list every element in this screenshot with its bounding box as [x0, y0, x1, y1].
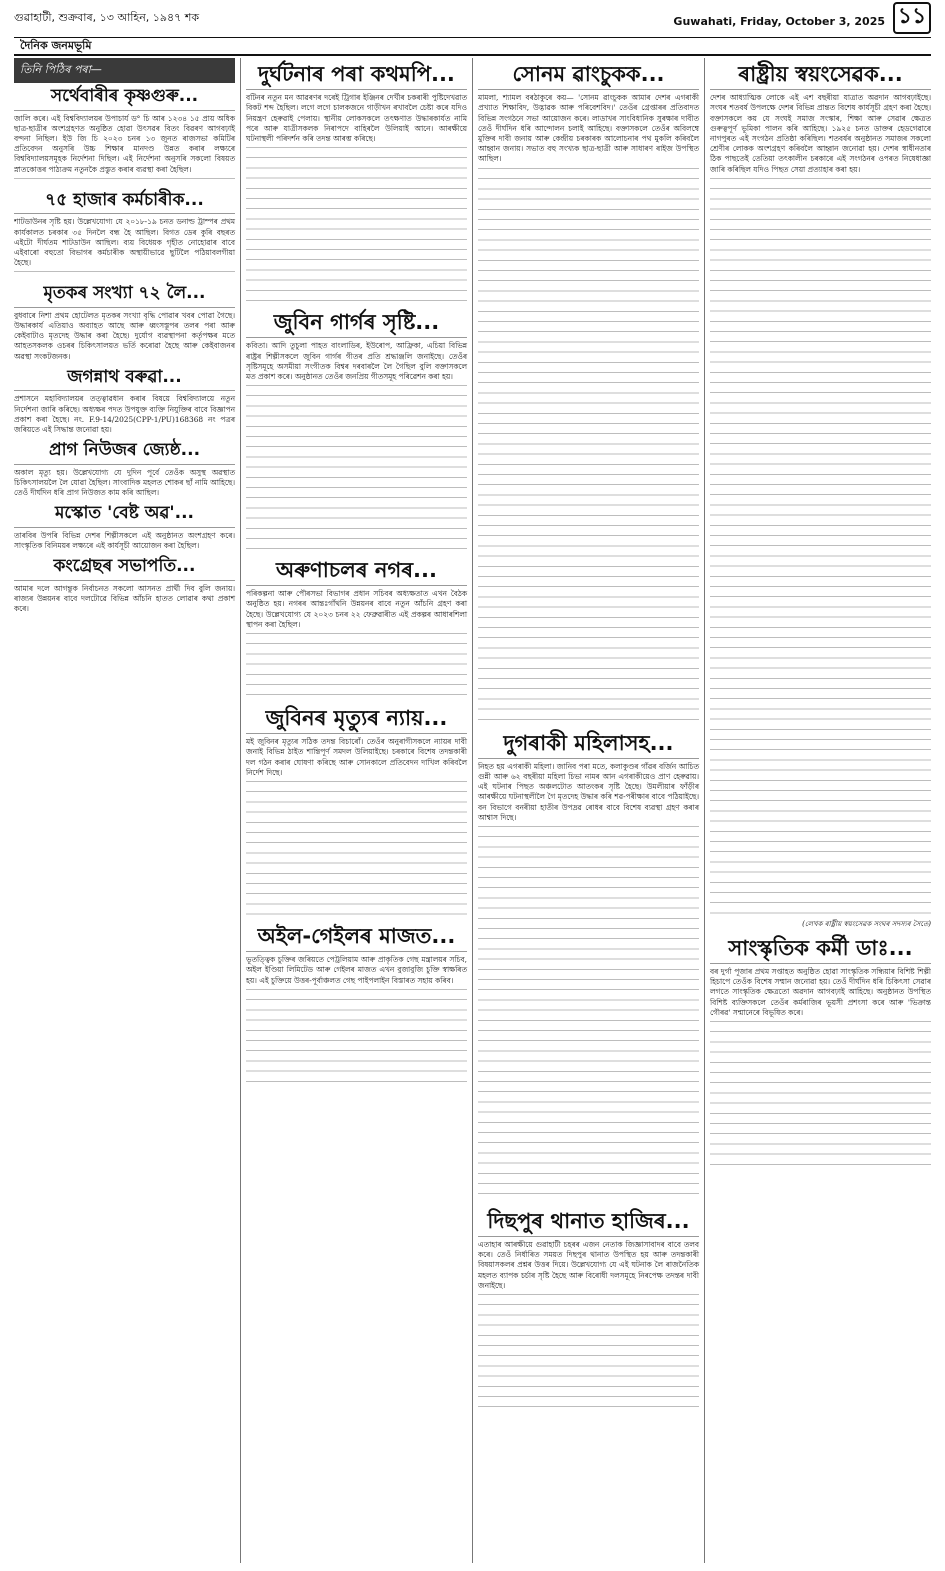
article [710, 936, 931, 1168]
article-body: আমাৰ দলে আগন্তুক নিৰ্বাচনত সকলো আসনত প্ৰাৰ্থী দিব বুলি জনায়। ৰাজ্যৰ উন্নয়নৰ বাবে দলটোৱে বিভিন্ন আঁচনি হাতত লোৱাৰ কথা প্ৰকাশ কৰে। [14, 583, 235, 614]
headline: অৰুণাচলৰ নগৰ... [246, 558, 467, 586]
article [478, 731, 699, 1203]
article [14, 191, 235, 279]
page-number: ১১ [893, 2, 931, 34]
article-body: অকাল মৃত্যু হয়। উল্লেখযোগ্য যে দুদিন পূৰ্বে তেওঁক অসুস্থ অৱস্থাত চিকিৎসালয়লৈ লৈ যোৱা হৈছিল। সাংবাদিক মহলত শোকৰ ছাঁ নামি আহিছে। তেওঁ দীৰ্ঘদিন ধৰি প্ৰাগ নিউজত কাম কৰি আছিল। [14, 467, 235, 498]
article-body: ভূতত্ত্বিক চুক্তিৰ জৰিয়তে পেট্ৰলিয়াম আৰু প্ৰাকৃতিক গেছ মন্ত্ৰালয়ৰ সচিব, অইল ইণ্ডিয়া লিমিটেড আৰু গেইলৰ মাজত এখন বুজাবুজি চুক্তি স্বাক্ষৰিত হয়। এই চুক্তিয়ে উত্তৰ-পূৰ্বাঞ্চলত গেছ পাইপলাইন বিস্তাৰত সহায় কৰিব। [246, 955, 467, 985]
article [14, 504, 235, 551]
article-body: তাৰবিৰ উপৰি বিভিন্ন দেশৰ শিল্পীসকলে এই অনুষ্ঠানত অংশগ্ৰহণ কৰে। সাংস্কৃতিক বিনিময়ৰ লক্ষ্যৰে এই কাৰ্যসূচী আয়োজন কৰা হৈছিল। [14, 530, 235, 551]
headline: সৰ্থেবাৰীৰ কৃষ্ণগুৰু... [14, 87, 235, 111]
article [246, 924, 467, 1086]
article [246, 706, 467, 918]
article [14, 87, 235, 185]
article-body: দেশৰ আধ্যাত্মিক লোকে এই এশ বছৰীয়া যাত্ৰাত অৱদান আগবঢ়াইছে। সংঘৰ শতবৰ্ষ উপলক্ষে দেশৰ বিভিন্ন প্ৰান্তত বিশেষ কাৰ্যসূচী গ্ৰহণ কৰা হৈছে। বক্তাসকলে কয় যে সংঘই সমাজ সংস্কাৰ, শিক্ষা আৰু সেৱাৰ ক্ষেত্ৰত গুৰুত্বপূৰ্ণ ভূমিকা পালন কৰি আহিছে। ১৯২৫ চনত ডাক্তৰ হেডগেৱাৰে নাগপুৰত এই সংগঠন প্ৰতিষ্ঠা কৰিছিল। শতবৰ্ষৰ অনুষ্ঠানত সমাজৰ সকলো শ্ৰেণীৰ লোকক অংশগ্ৰহণ কৰিবলৈ আহ্বান জনোৱা হয়। দেশৰ স্বাধীনতাৰ ঠিক পাছতেই তেতিয়া তৎকালীন চৰকাৰে এই সংগঠনৰ ওপৰত নিষেধাজ্ঞা জাৰি কৰিছিল যদিও পিছত সেয়া প্ৰত্যাহাৰ কৰা হয়। [710, 93, 931, 174]
article [14, 284, 235, 362]
headline: দিছপুৰ থানাত হাজিৰ... [478, 1209, 699, 1237]
column-1 [14, 58, 240, 1563]
byline: (লেখক ৰাষ্ট্ৰীয় স্বয়ংসেৱক সংঘৰ সদস্যৰ সৈতে) [802, 919, 931, 928]
headline: ৰাষ্ট্ৰীয় স্বয়ংসেৱক... [710, 62, 931, 90]
article-body: জালি কৰে। এই বিশ্ববিদ্যালয়ৰ উপাচাৰ্য ড° চি আৰ ১২৩৪ ১৫ প্ৰায় অধিক ছাত্ৰ-ছাত্ৰীৰ অংশগ্ৰহণত অনুষ্ঠিত হোৱা উৎসৱৰ বিতং বিৱৰণ আগবঢ়াই বন্দনা নিছিল। ইউ জি চি ২০২৩ চনৰ ১৩ জুনত ৰাজসভা কমিটিৰ প্ৰতিবেদন অনুসৰি উচ্চ শিক্ষাৰ মানদণ্ড উন্নত কৰাৰ লক্ষ্যৰে বিশ্ববিদ্যালয়সমূহক নিৰ্দেশনা দিছিল। এই নিৰ্দেশনা অনুসৰি সকলো বিষয়ত স্নাতকোত্তৰ পাঠ্যক্ৰম নতুনকৈ প্ৰস্তুত কৰাৰ ব্যৱস্থা কৰা হৈছিল। [14, 113, 235, 174]
columns [14, 58, 931, 1563]
article [478, 62, 699, 725]
article-body: এতাহাৰ আৰক্ষীয়ে গুৱাহাটী চহৰৰ এজন নেতাক জিজ্ঞাসাবাদৰ বাবে তলব কৰে। তেওঁ নিৰ্ধাৰিত সময়ত দিছপুৰ থানাত উপস্থিত হয় আৰু তদন্তকাৰী বিষয়াসকলৰ প্ৰশ্নৰ উত্তৰ দিয়ে। উল্লেখযোগ্য যে এই ঘটনাক লৈ ৰাজনৈতিক মহলত ব্যাপক চৰ্চাৰ সৃষ্টি হৈছে আৰু বিৰোধী দলসমূহে নিৰপেক্ষ তদন্তৰ দাবী জনাইছে। [478, 1240, 699, 1290]
headline: জুবিন গাৰ্গৰ সৃষ্টি... [246, 310, 467, 338]
article-body: পৰিকল্পনা আৰু পৌৰসভা বিভাগৰ প্ৰধান সচিবৰ অধ্যক্ষতাত এখন বৈঠক অনুষ্ঠিত হয়। নগৰৰ আন্তঃগাঁথনি উন্নয়নৰ বাবে নতুন আঁচনি গ্ৰহণ কৰা হৈছে। উল্লেখযোগ্য যে ২০২৩ চনৰ ২২ ফেব্ৰুৱাৰীত এই প্ৰকল্পৰ আধাৰশিলা স্থাপন কৰা হৈছিল। [246, 589, 467, 629]
article [246, 310, 467, 552]
article [478, 1209, 699, 1411]
headline: মৃতকৰ সংখ্যা ৭২ লৈ... [14, 284, 235, 308]
column-4 [704, 58, 931, 1563]
article-body: মই জুবিনৰ মৃত্যুৰ সঠিক তদন্ত বিচাৰোঁ। তেওঁৰ অনুৰাগীসকলে ন্যায়ৰ দাবী জনাই বিভিন্ন ঠাইত শান্তিপূৰ্ণ সমদল উলিয়াইছে। চৰকাৰে বিশেষ তদন্তকাৰী দল গঠন কৰাৰ ঘোষণা কৰিছে আৰু সোনকালে প্ৰতিবেদন দাখিল কৰিবলৈ নিৰ্দেশ দিছে। [246, 737, 467, 777]
article-body: বুধবাৰে নিশা প্ৰথম হোটেলত মৃতকৰ সংখ্যা বৃদ্ধি পোৱাৰ খবৰ পোৱা গৈছে। উদ্ধাৰকাৰ্য এতিয়াও অব্যাহত আছে আৰু ধ্বংসস্তূপৰ তলৰ পৰা আৰু কেইবাটাও মৃতদেহ উদ্ধাৰ কৰা হৈছে। দুৰ্যোগ ব্যৱস্থাপনা কৰ্তৃপক্ষৰ মতে আহতসকলক ওচৰৰ চিকিৎসালয়ত ভৰ্তি কৰোৱা হৈছে আৰু কেইবাজনৰ অৱস্থা সংকটজনক। [14, 310, 235, 361]
article-body: শাটডাউনৰ সৃষ্টি হয়। উল্লেখযোগ্য যে ২০১৮-১৯ চনত ডনাল্ড ট্ৰাম্পৰ প্ৰথম কাৰ্যকালত চৰকাৰ ৩৫ দিনলৈ বন্ধ হৈ আছিল। বিগত ডেৰ কুৰি বছৰত এইটো দীৰ্ঘতম শাটডাউন আছিল। ব্যয় বিধেয়ক গৃহীত নোহোৱাৰ বাবে এইবাৰো বহুতো বিভাগৰ কৰ্মচাৰীক অস্থায়ীভাৱে ছুটিলৈ পঠিয়াবলগীয়া হৈছে। [14, 217, 235, 268]
column-2 [240, 58, 472, 1563]
section-tag: তিনি পিঠিৰ পৰা— [14, 58, 235, 83]
headline: ৭৫ হাজাৰ কৰ্মচাৰীক... [14, 191, 235, 215]
headline: সোনম ৱাংচুকক... [478, 62, 699, 90]
article [246, 558, 467, 700]
headline: সাংস্কৃতিক কৰ্মী ডাঃ... [710, 936, 931, 964]
headline: প্ৰাগ নিউজৰ জ্যেষ্ঠ... [14, 441, 235, 465]
english-dateline: Guwahati, Friday, October 3, 2025 [673, 15, 885, 28]
page-header [14, 0, 931, 34]
article [14, 557, 235, 614]
article [710, 62, 931, 930]
headline: জুবিনৰ মৃত্যুৰ ন্যায়... [246, 706, 467, 734]
article-body: প্ৰশাসনে মহাবিদ্যালয়ৰ তত্ত্বাৱধান কৰাৰ বিষয়ে বিশ্ববিদ্যালয়ে নতুন নিৰ্দেশনা জাৰি কৰিছে। অধ্যক্ষৰ পদত উপযুক্ত ব্যক্তি নিযুক্তিৰ বাবে বিজ্ঞাপন প্ৰকাশ কৰা হৈছে। নং. F.9-14/2025(CPP-1/PU)168368 নং পত্ৰৰ জৰিয়তে এই সিদ্ধান্ত জনোৱা হয়। [14, 394, 235, 435]
headline: জগন্নাথ বৰুৱা... [14, 368, 235, 392]
column-3 [472, 58, 704, 1563]
headline: দুৰ্ঘটনাৰ পৰা কথমপি... [246, 62, 467, 90]
article [14, 368, 235, 435]
assamese-dateline: গুৱাহাটী, শুক্ৰবাৰ, ১৩ আহিন, ১৯৪৭ শক [14, 11, 200, 24]
article-body: নিহত হয় এগৰাকী মহিলা। জানিব পৰা মতে, কলাকুণ্ডৰ গাঁৱৰ বৰ্জিন আচিত গুন্নী আৰু ৬২ বছৰীয়া মহিলা চিভা নামৰ আন এগৰাকীয়েও প্ৰাণ হেৰুৱায়। এই ঘটনাৰ পিছত অঞ্চলটোত আতংকৰ সৃষ্টি হৈছে। উমলীয়াৰ ফাঁড়ীৰ আৰক্ষীয়ে ঘটনাস্থলীলৈ গৈ মৃতদেহ উদ্ধাৰ কৰি শৱ-পৰীক্ষাৰ বাবে পঠিয়াইছে। বন বিভাগে বনৰীয়া হাতীৰ উপদ্ৰৱ ৰোধৰ বাবে বিশেষ ব্যৱস্থা গ্ৰহণ কৰাৰ আশ্বাস দিছে। [478, 761, 699, 822]
article [246, 62, 467, 304]
paper-name: দৈনিক জনমভূমি [14, 37, 931, 56]
article-body: মামলা, শ্যামল বৰঠাকুৰে কয়— 'সোনম ৱাংচুকক আমাৰ দেশৰ এগৰাকী প্ৰখ্যাত শিক্ষাবিদ, উদ্ভাৱক আৰু পৰিবেশবিদ।' তেওঁৰ গ্ৰেপ্তাৰৰ প্ৰতিবাদত বিভিন্ন সংগঠনে সভা আয়োজন কৰে। লাডাখৰ সাংবিধানিক সুৰক্ষাৰ দাবীত তেওঁ দীৰ্ঘদিন ধৰি আন্দোলন চলাই আহিছে। বক্তাসকলে তেওঁৰ অবিলম্বে মুক্তিৰ দাবী জনায় আৰু কেন্দ্ৰীয় চৰকাৰক আলোচনাৰ পথ মুকলি কৰিবলৈ আহ্বান জনায়। সভাত বহু সংখ্যক ছাত্ৰ-ছাত্ৰী আৰু সাধাৰণ ৰাইজ উপস্থিত আছিল। [478, 93, 699, 164]
article-body: বৰ দুৰ্গা পূজাৰ প্ৰথম সপ্তাহত অনুষ্ঠিত হোৱা সাংস্কৃতিক সন্ধিয়াৰ বিশিষ্ট শিল্পী হিচাপে তেওঁক বিশেষ সম্মান জনোৱা হয়। তেওঁ দীৰ্ঘদিন ধৰি চিকিৎসা সেৱাৰ লগতে সাংস্কৃতিক ক্ষেত্ৰতো অৱদান আগবঢ়াই আহিছে। অনুষ্ঠানত উপস্থিত বিশিষ্ট ব্যক্তিসকলে তেওঁৰ কৰ্মৰাজিৰ ভূয়সী প্ৰশংসা কৰে আৰু 'ভিক্ৰান্ত গৌৰৱ' সন্মানেৰে বিভূষিত কৰে। [710, 966, 931, 1017]
headline: মস্কোত 'বেষ্ট অৱ'... [14, 504, 235, 528]
article-body: বটিনৰ নতুন মন আৱৰণৰ দৰেই ট্ৰিগাৰ ইঞ্জিনৰ দেৰ্খীৰ চকৰাৰী পুষ্টিদেখৱাত বিকট শব্দ হৈছিল। লগে লগে চালকজনে গাড়ীখন ৰখাবলৈ চেষ্টা কৰে যদিও নিয়ন্ত্ৰণ হেৰুৱাই পেলায়। স্থানীয় লোকসকলে তৎক্ষণাত উদ্ধাৰকাৰ্যত নামি পৰে আৰু যাত্ৰীসকলক নিৰাপদে বাহিৰলৈ উলিয়াই আনে। আৰক্ষীয়ে ঘটনাস্থলী পৰিদৰ্শন কৰি তদন্ত আৰম্ভ কৰিছে। [246, 93, 467, 143]
article [14, 441, 235, 498]
headline: দুগৰাকী মহিলাসহ... [478, 731, 699, 759]
header-right [673, 2, 931, 34]
article-body: কবিতা। আদি তুচুলা পাহত বাংলাডিৰ, ইউৰোপ, আফ্ৰিকা, এচিয়া বিভিন্ন ৰাষ্ট্ৰৰ শিল্পীসকলে জুবিন গাৰ্গৰ গীতৰ প্ৰতি শ্ৰদ্ধাঞ্জলি জনাইছে। তেওঁৰ সৃষ্টিসমূহে অসমীয়া সংগীতক বিশ্বৰ দৰবাৰলৈ লৈ গৈছিল বুলি বক্তাসকলে মত প্ৰকাশ কৰে। অনুষ্ঠানত তেওঁৰ জনপ্ৰিয় গীতসমূহ পৰিৱেশন কৰা হয়। [246, 341, 467, 381]
headline: কংগ্ৰেছৰ সভাপতি... [14, 557, 235, 581]
headline: অইল-গেইলৰ মাজত... [246, 924, 467, 952]
